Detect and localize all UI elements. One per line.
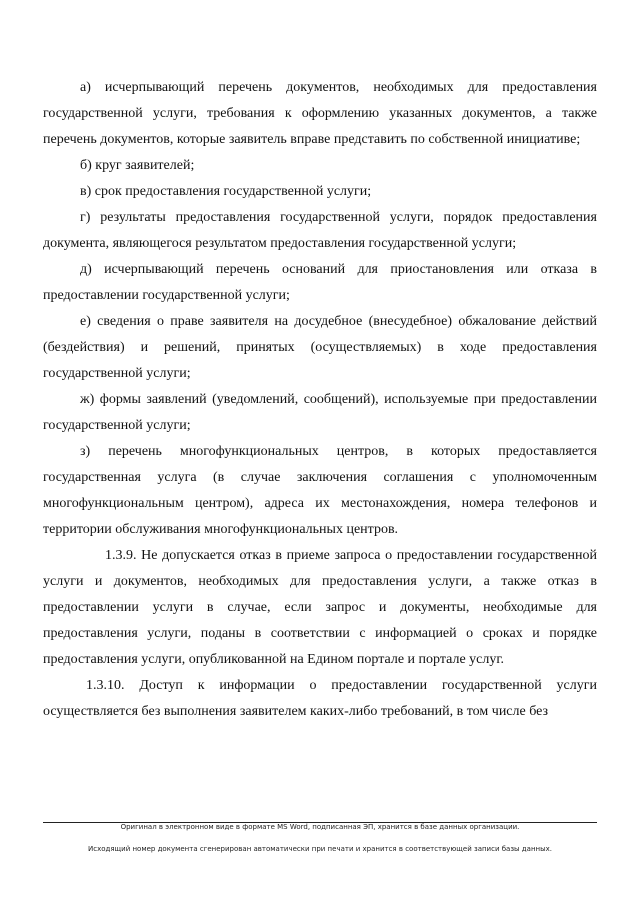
- footer-note-number: Исходящий номер документа сгенерирован автоматически при печати и хранится в соответствующей записи базы данных.: [88, 845, 552, 853]
- paragraph-e: е) сведения о праве заявителя на досудебное (внесудебное) обжалование действий (бездействия) и решений, принятых (осуществляемых) в ходе предоставления государственной услуги;: [43, 314, 597, 381]
- paragraph-v: в) срок предоставления государственной услуги;: [80, 184, 372, 199]
- paragraph-b: б) круг заявителей;: [80, 158, 195, 173]
- paragraph-z: з) перечень многофункциональных центров, в которых предоставляется государственная услуга (в случае заключения соглашения с уполномоченным многофункциональным центром), адреса их местонахождения, номера телефонов и территории обслуживания многофункциональных центров.: [43, 444, 597, 537]
- document-body: [43, 75, 597, 725]
- paragraph-1-3-10: 1.3.10. Доступ к информации о предоставлении государственной услуги осуществляется без выполнения заявителем каких-либо требований, в том числе без: [43, 678, 597, 719]
- paragraph-zh: ж) формы заявлений (уведомлений, сообщений), используемые при предоставлении государственной услуги;: [43, 392, 597, 433]
- paragraph-d: д) исчерпывающий перечень оснований для приостановления или отказа в предоставлении государственной услуги;: [43, 262, 597, 303]
- paragraph-1-3-9: 1.3.9. Не допускается отказ в приеме запроса о предоставлении государственной услуги и документов, необходимых для предоставления услуги, а также отказ в предоставлении услуги в случае, если запрос и документы, необходимые для предоставления услуги, поданы в соответствии с информацией о сроках и порядке предоставления услуги, опубликованной на Едином портале и портале услуг.: [43, 548, 597, 667]
- footer-note-original: Оригинал в электронном виде в формате MS Word, подписанная ЭП, хранится в базе данных организации.: [120, 823, 520, 831]
- paragraph-a: а) исчерпывающий перечень документов, необходимых для предоставления государственной услуги, требования к оформлению указанных документов, а также перечень документов, которые заявитель вправе представить по собственной инициативе;: [43, 80, 597, 147]
- paragraph-g: г) результаты предоставления государственной услуги, порядок предоставления документа, являющегося результатом предоставления государственной услуги;: [43, 210, 597, 251]
